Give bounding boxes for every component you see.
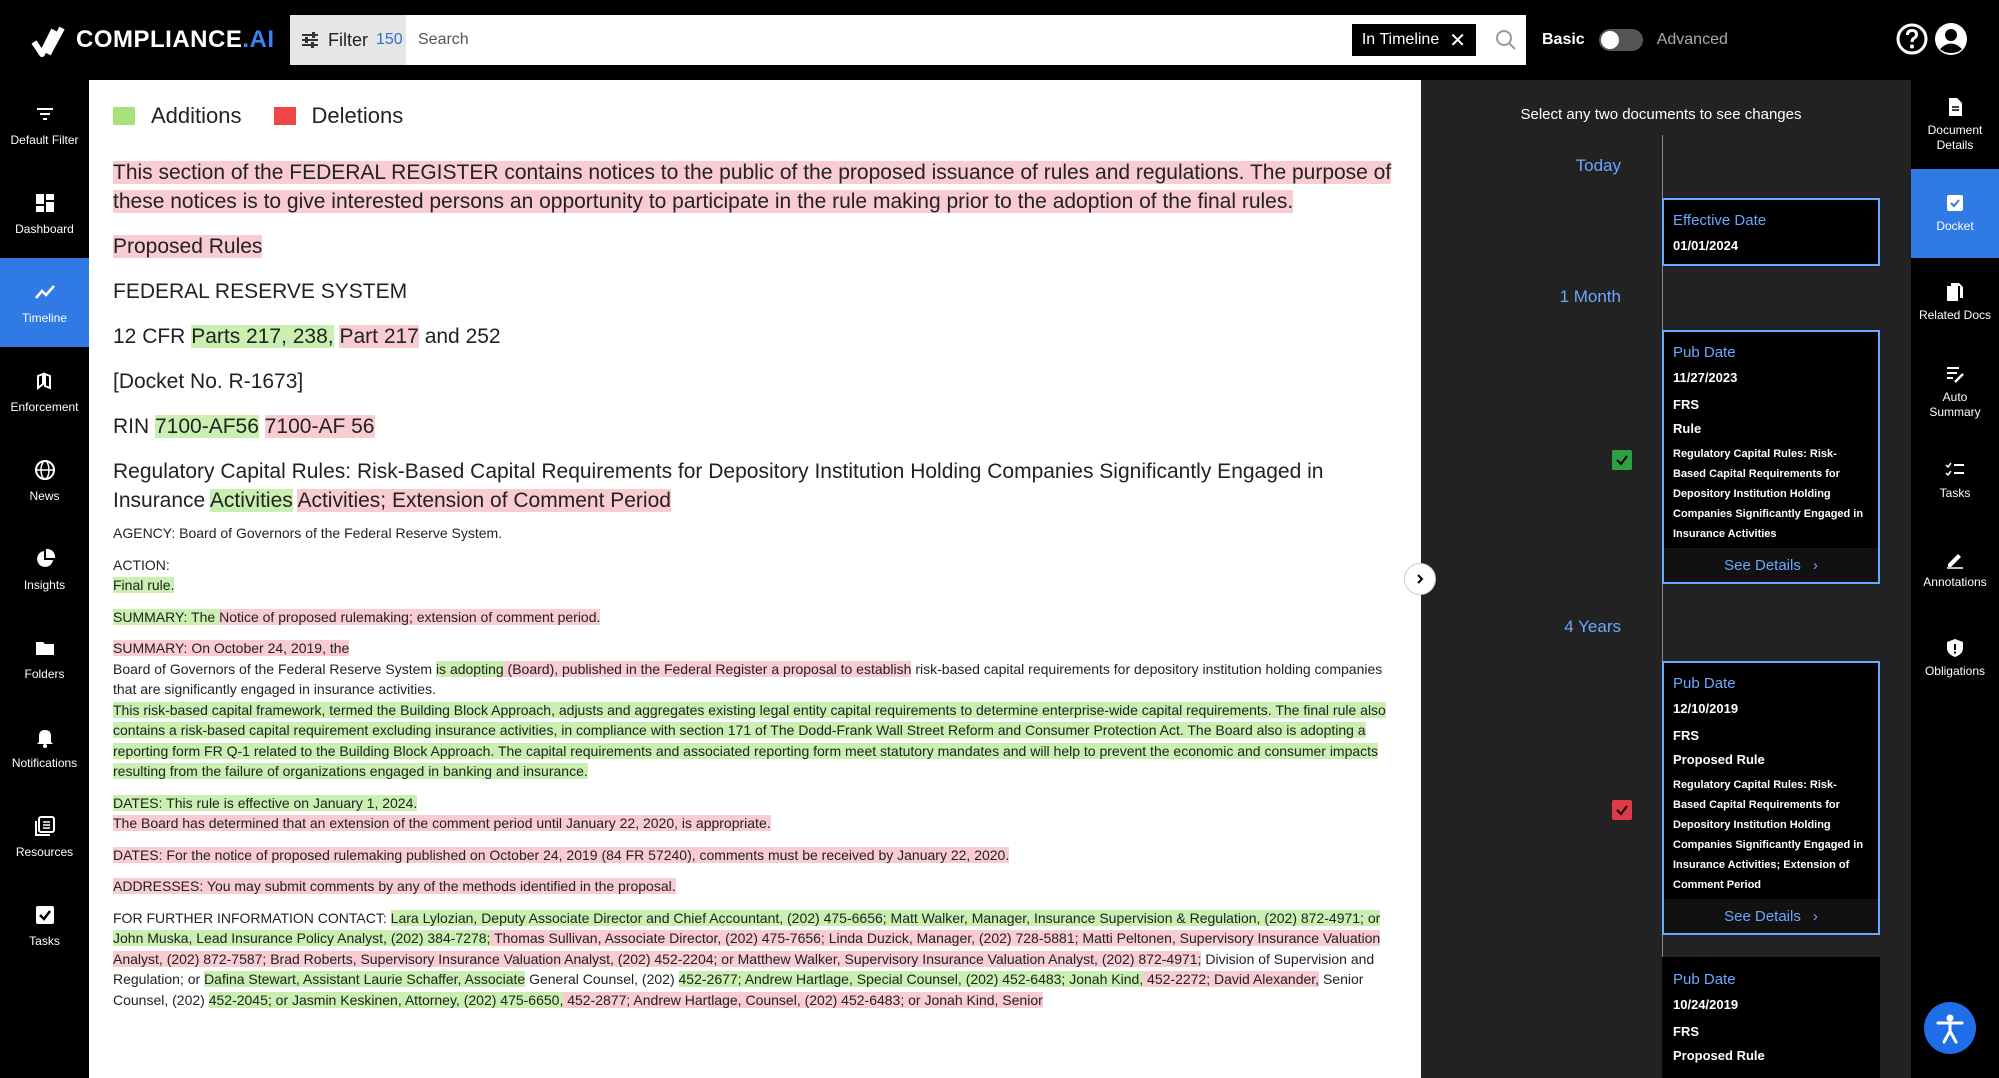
document-title [113,457,1397,515]
mode-toggle [1542,25,1728,55]
filter-button[interactable] [290,15,406,65]
card-agency: FRS [1673,1024,1699,1039]
filter-label: Filter [328,29,368,50]
document-select-checkbox[interactable] [1612,450,1632,470]
summary-line [113,607,1397,628]
card-title: Pub Date [1673,971,1736,988]
rail-label: Document Details [1927,122,1983,152]
sidebar-item-folders[interactable] [0,614,89,703]
title-main: Regulatory Capital Rules: Risk-Based Capital Requirements for Depository Institution Holding Companies Significantly Engaged in Insurance [113,460,1324,512]
sidebar-item-label: Insights [23,577,66,592]
docket-hint: Select any two documents to see changes [1520,106,1802,123]
sidebar-item-label: Timeline [22,310,67,325]
search-icon[interactable] [1486,15,1526,65]
docket-card-rule[interactable] [1662,330,1880,584]
deleted-text: Thomas Sullivan, Associate Director, (202) 475-7656; Linda Duzick, Manager, (202) 728-5881; Matti Peltonen, Supervisory Insurance Valuation Analyst, (202) 872-7587; Brad Roberts, Supervisory Insurance Valuation Analyst, (202) 452-2204; or Matthew Walker, Supervisory Insurance Valuation Analyst, (202) 872-4971; [113,930,1381,967]
expand-panel-button[interactable] [1404,563,1436,595]
docket-number: [Docket No. R-1673] [113,370,304,393]
docket-card-proposed-rule[interactable] [1662,661,1880,935]
deleted-text: SUMMARY: On October 24, 2019, the [113,640,350,656]
rail-item-auto-summary[interactable] [1911,347,1999,436]
right-rail [1911,80,1999,1078]
contact-text: Division of Supervision and Regulation; or [113,950,1375,987]
card-type: Proposed Rule [1673,1048,1765,1063]
accessibility-icon [1933,1011,1967,1045]
deletions-swatch [274,107,296,125]
see-details-label: See Details [1724,556,1801,574]
sidebar-item-label: Folders [24,666,65,681]
resources-icon [34,815,56,837]
chevron-right-icon: › [1812,907,1818,925]
docket-icon [1945,193,1965,213]
added-text: Lara Lylozian, Deputy Associate Director and Chief Accountant, (202) 475-6656; Matt Walker, Manager, Insurance Supervision & Regulation, (202) 872-4971; or John Muska, Lead Insurance Policy Analyst, (202) 384-7278; [113,909,1381,946]
deleted-text: DATES: For the notice of proposed rulemaking published on October 24, 2019 (84 FR 57240), comments must be received by January 22, 2020. [113,846,1010,863]
card-description: Regulatory Capital Rules: Risk-Based Capital Requirements for Depository Institution Holding Companies Significantly Engaged in Insurance Activities [1673,448,1864,540]
summary-paragraph [113,638,1397,782]
checkbox-icon [34,904,56,926]
diff-legend [113,98,1397,134]
document-comparison-view [89,80,1421,1078]
dashboard-icon [34,192,56,214]
added-text: 7100-AF56 [155,415,259,438]
deleted-text: (Board), published in the Federal Register a proposal to establish [503,660,912,677]
check-icon [1615,803,1629,817]
added-text: DATES: This rule is effective on January 1, 2024. [113,794,418,811]
card-title: Effective Date [1673,212,1767,229]
added-text: 452-2045; or Jasmin Keskinen, Attorney, (202) 475-6650, [208,991,564,1008]
cfr-line [113,322,1397,351]
deleted-text: 452-2877; Andrew Hartlage, Counsel, (202) 452-6483; or Jonah Kind, Senior [563,991,1043,1008]
time-label-today: Today [1575,156,1621,175]
time-label-1-month: 1 Month [1559,287,1621,306]
tasks-list-icon [1945,460,1965,480]
added-text: Activities [209,489,293,512]
globe-icon [34,459,56,481]
folder-icon [34,637,56,659]
rail-item-tasks[interactable] [1911,436,1999,525]
card-title: Pub Date [1673,675,1736,692]
sliders-icon [300,30,320,50]
card-description: Regulatory Capital Rules: Risk-Based Capital Requirements for Depository Institution Holding Companies Significantly Engaged in Insurance Activities; Extension of Comment Period [1673,779,1864,891]
help-icon[interactable] [1895,22,1929,56]
deleted-text: This section of the FEDERAL REGISTER contains notices to the public of the proposed issuance of rules and regulations. The purpose of these notices is to give interested persons an opportunity to participate in the rule making prior to the adoption of the final rules. [113,161,1392,213]
docket-card-proposed-rule-2019[interactable] [1662,957,1880,1078]
time-label-4-years: 4 Years [1564,617,1621,636]
addresses-section [113,876,1397,897]
rail-item-related-docs[interactable] [1911,258,1999,347]
sidebar-item-label: Dashboard [15,221,74,236]
contact-text: Senior Counsel, (202) [113,971,1364,1008]
rail-label: Auto Summary [1929,389,1981,419]
pencil-icon [1945,549,1965,569]
agency-line: AGENCY: Board of Governors of the Federal Reserve System. [113,525,503,541]
deleted-text: 452-2272; David Alexander, [1143,971,1320,987]
rail-label: Annotations [1923,575,1987,589]
see-details-link[interactable] [1664,899,1878,933]
rin-line [113,412,1397,441]
sidebar-item-tasks[interactable] [0,881,89,970]
rail-label: Docket [1936,219,1974,233]
card-date: 01/01/2024 [1673,238,1739,253]
document-icon [1945,97,1965,117]
deleted-text: The Board has determined that an extension of the comment period until January 22, 2020, is appropriate. [113,815,771,831]
shield-icon [1945,638,1965,658]
rail-item-document-details[interactable] [1911,80,1999,169]
chevron-right-icon [1414,573,1426,585]
sidebar-item-label: Enforcement [10,399,79,414]
additions-label: Additions [151,103,242,128]
dates-section [113,793,1397,834]
deleted-text: Proposed Rules [113,235,263,258]
added-text: is adopting [435,660,504,677]
deletions-label: Deletions [311,103,404,128]
rail-item-obligations[interactable] [1911,614,1999,703]
card-date: 10/24/2019 [1673,997,1739,1012]
bell-icon [34,726,56,748]
action-label: ACTION: [113,556,170,573]
sidebar-item-label: Resources [15,844,74,859]
card-type: Proposed Rule [1673,752,1765,767]
logo[interactable] [30,20,275,60]
related-docs-icon [1945,282,1965,302]
sidebar-item-notifications[interactable] [0,703,89,792]
sidebar-item-label: News [29,488,60,503]
added-text: Parts 217, 238, [191,325,334,348]
sidebar-item-news[interactable] [0,436,89,525]
added-text: This risk-based capital framework, termed the Building Block Approach, adjusts and aggregates existing legal entity capital requirements to determine enterprise-wide capital requirements. The final rule also contains a risk-based capital requirement excluding insurance activities, in compliance with section 171 of The Dodd-Frank Wall Street Reform and Consumer Protection Act. The Board also is adopting a reporting form FR Q-1 related to the Building Block Approach. The capital requirements and associated reporting form meet statutory mandates and will help to prevent the economic and consumer impacts resulting from the failure of organizations engaged in banking and insurance. [113,701,1386,779]
accessibility-button[interactable] [1924,1002,1976,1054]
logo-text: COMPLIANCE.AI [76,26,275,53]
rail-item-docket[interactable] [1911,169,1999,258]
sidebar-item-resources[interactable] [0,792,89,881]
see-details-link[interactable] [1664,548,1878,582]
rail-label: Tasks [1939,486,1971,500]
chip-label: In Timeline [1361,31,1440,48]
card-agency: FRS [1673,728,1699,743]
contact-text: General Counsel, (202) [525,971,679,987]
card-title: Pub Date [1673,344,1736,361]
search-input[interactable] [406,15,1352,65]
sidebar-item-insights[interactable] [0,525,89,614]
contact-prefix: FOR FURTHER INFORMATION CONTACT: [113,909,391,926]
agency-heading: FEDERAL RESERVE SYSTEM [113,280,408,303]
card-type: Rule [1673,421,1702,436]
left-sidebar [0,80,89,1078]
check-icon [1615,453,1629,467]
pie-chart-icon [34,548,56,570]
advanced-mode-label[interactable]: Advanced [1656,31,1728,48]
rail-item-annotations[interactable] [1911,525,1999,614]
cfr-prefix: 12 CFR [113,325,192,348]
contact-section [113,908,1397,1011]
sidebar-item-timeline[interactable] [0,258,89,347]
intro-paragraph [113,158,1397,216]
proposed-rules-heading [113,232,1397,261]
sidebar-item-enforcement[interactable] [0,347,89,436]
top-bar [0,0,1999,80]
action-section [113,555,1397,596]
added-text: 452-2677; Andrew Hartlage, Special Counsel, (202) 452-6483; Jonah Kind, [678,971,1144,987]
rail-label: Obligations [1924,664,1986,678]
deleted-text: Part 217 [339,325,419,348]
added-text: Dafina Stewart, Assistant Laurie Schaffer, Associate [204,971,526,987]
docket-card-effective-date[interactable] [1662,198,1880,266]
dates-2-section [113,845,1397,866]
mode-switch[interactable] [1599,29,1643,51]
document-select-checkbox[interactable] [1612,800,1632,820]
card-date: 12/10/2019 [1673,701,1739,716]
rin-prefix: RIN [113,415,155,438]
in-timeline-chip[interactable] [1352,24,1476,56]
summary-text: Board of Governors of the Federal Reserve System [113,660,436,677]
logo-icon [30,20,70,60]
deleted-text: 7100-AF 56 [264,415,375,438]
docket-panel [1421,80,1911,1078]
user-avatar-icon[interactable] [1934,22,1968,56]
search-bar [290,15,1526,65]
deleted-text: Activities; Extension of Comment Period [297,489,671,512]
sidebar-item-label: Default Filter [10,132,79,147]
summary-text: risk-based capital requirements for depository institution holding companies that are significantly engaged in insurance activities. [113,660,1383,697]
close-icon[interactable]: ✕ [1449,29,1466,52]
enforcement-icon [34,370,56,392]
deleted-text: Notice of proposed rulemaking; extension of comment period. [219,608,601,625]
added-text: Final rule. [113,577,175,593]
auto-summary-icon [1945,364,1965,384]
sidebar-item-dashboard[interactable] [0,169,89,258]
rail-label: Related Docs [1918,308,1992,322]
see-details-label: See Details [1724,907,1801,925]
sidebar-item-default-filter[interactable] [0,80,89,169]
basic-mode-label[interactable]: Basic [1542,31,1585,48]
filter-count: 150 [376,31,403,48]
additions-swatch [113,107,135,125]
chevron-right-icon: › [1812,556,1818,574]
sidebar-item-label: Tasks [29,933,60,948]
deleted-text: ADDRESSES: You may submit comments by any of the methods identified in the proposal. [113,878,676,894]
filter-icon [34,103,56,125]
added-text: SUMMARY: The [113,608,220,625]
sidebar-item-label: Notifications [11,755,78,770]
card-date: 11/27/2023 [1673,370,1738,385]
timeline-icon [34,281,56,303]
card-agency: FRS [1673,397,1699,412]
cfr-suffix: and 252 [418,325,501,348]
